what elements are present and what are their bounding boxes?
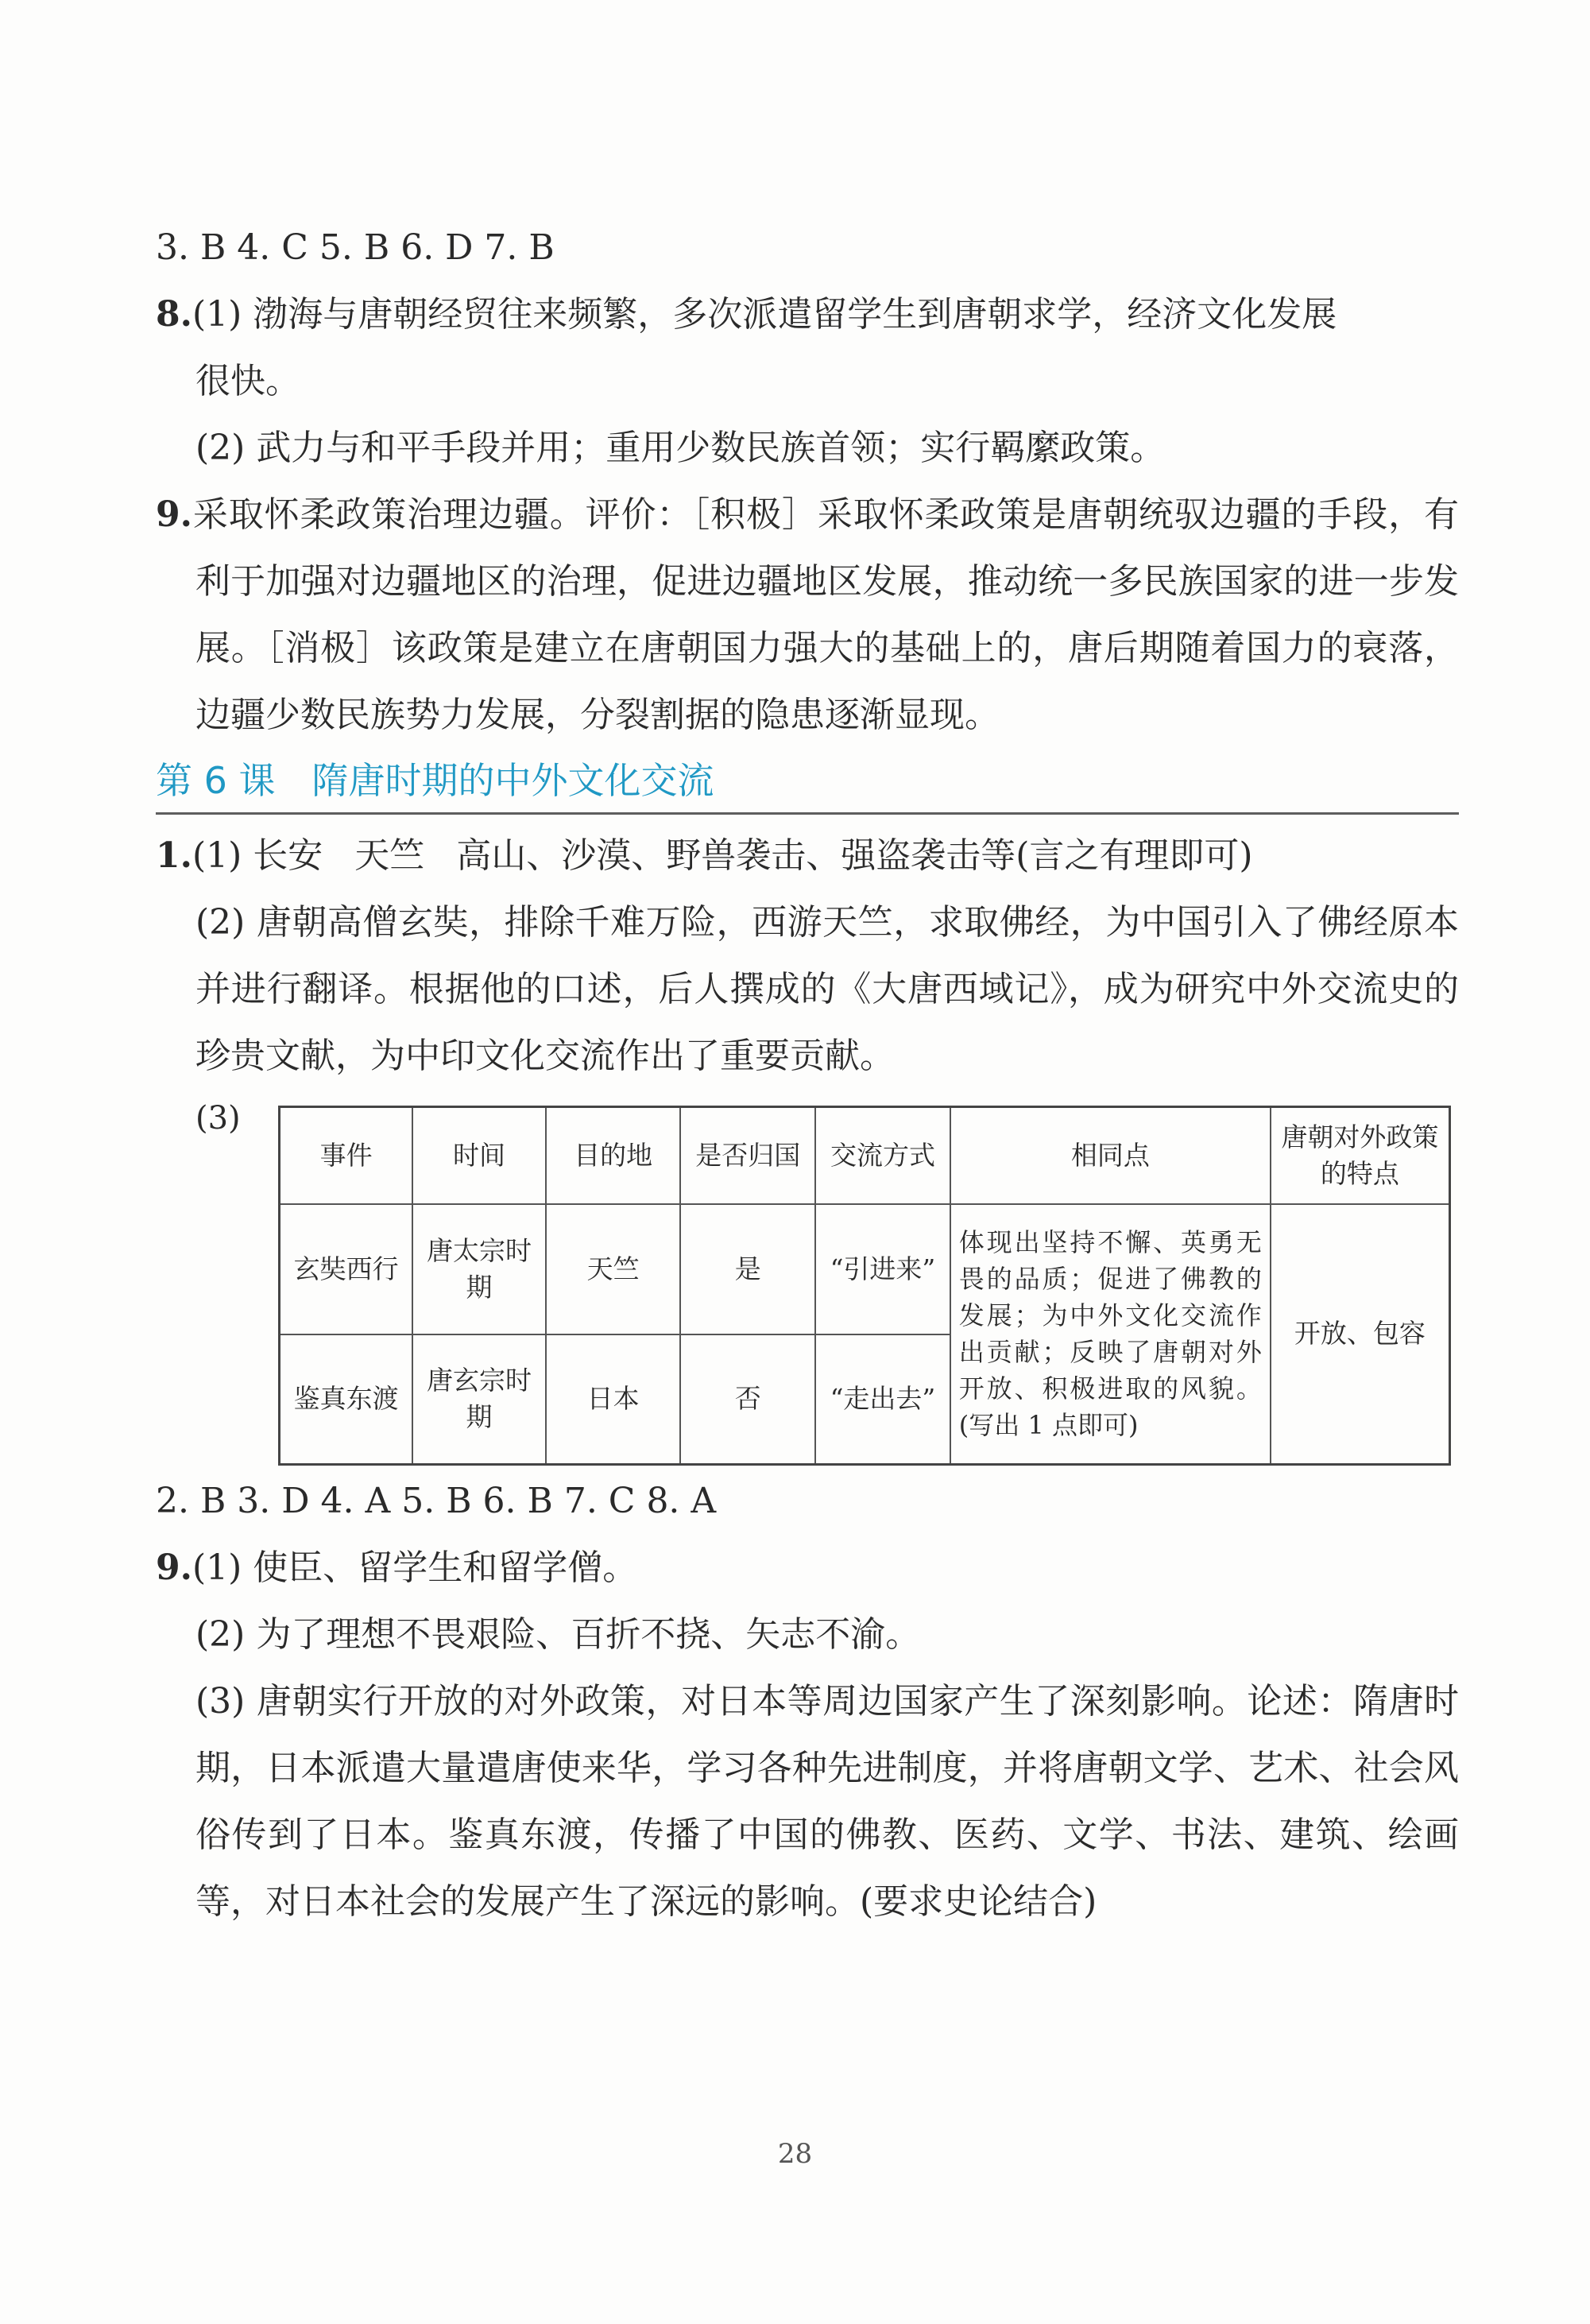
cell-policy: 开放、包容 [1271, 1204, 1450, 1465]
lesson-6-question-1-part-1c: 高山、沙漠、野兽袭击、强盗袭击等(言之有理即可) [456, 835, 1253, 876]
question-9-text: 采取怀柔政策治理边疆。评价：［积极］采取怀柔政策是唐朝统驭边疆的手段，有利于加强对边疆地区的治理，促进边疆地区发展，推动统一多民族国家的进一步发展。［消极］该政策是建立在唐朝国力强大的基础上的，唐后期随着国力的衰落，边疆少数民族势力发展，分裂割据的隐患逐渐显现。 [191, 494, 1459, 735]
page-number: 28 [777, 2138, 813, 2170]
lesson-6-question-9 [156, 1535, 1459, 1602]
question-8 [156, 281, 1459, 415]
cell-returned: 否 [680, 1334, 815, 1465]
lesson-6-question-9-part-1: (1) 使臣、留学生和留学僧。 [191, 1547, 638, 1588]
lesson-6-question-9-part-3: (3) 唐朝实行开放的对外政策，对日本等周边国家产生了深刻影响。论述：隋唐时期，日本派遣大量遣唐使来华，学习各种先进制度，并将唐朝文学、艺术、社会风俗传到了日本。鉴真东渡，传播了中国的佛教、医药、文学、书法、建筑、绘画等，对日本社会的发展产生了深远的影响。(要求史论结合) [195, 1681, 1459, 1922]
table-row [280, 1204, 1450, 1334]
header-common: 相同点 [950, 1107, 1271, 1204]
header-policy: 唐朝对外政策的特点 [1271, 1107, 1450, 1204]
cell-event: 鉴真东渡 [280, 1334, 413, 1465]
cell-destination: 日本 [546, 1334, 681, 1465]
cell-destination: 天竺 [546, 1204, 681, 1334]
question-8-number: 8. [156, 294, 192, 335]
lesson-6-question-9-number: 9. [156, 1547, 192, 1588]
header-time: 时间 [412, 1107, 546, 1204]
cell-exchange-mode: “走出去” [815, 1334, 950, 1465]
cell-common: 体现出坚持不懈、英勇无畏的品质；促进了佛教的发展；为中外文化交流作出贡献；反映了唐朝对外开放、积极进取的风貌。(写出 1 点即可) [950, 1204, 1271, 1465]
answers-row-2: 2. B 3. D 4. A 5. B 6. B 7. C 8. A [156, 1481, 717, 1521]
header-destination: 目的地 [546, 1107, 681, 1204]
lesson-6-question-1-number: 1. [156, 835, 192, 876]
lesson-6-question-1-part-1a: (1) 长安 [191, 835, 323, 876]
question-8-part-1-line-2: 很快。 [195, 361, 300, 401]
lesson-6-question-9-part-2: (2) 为了理想不畏艰险、百折不挠、矢志不渝。 [195, 1614, 921, 1655]
lesson-6-question-1-part-1b: 天竺 [354, 835, 425, 876]
question-8-part-2: (2) 武力与和平手段并用；重用少数民族首领；实行羁縻政策。 [195, 428, 1166, 468]
lesson-6-question-1-part-3 [156, 1094, 1459, 1468]
header-event: 事件 [280, 1107, 413, 1204]
comparison-table [278, 1106, 1451, 1466]
cell-exchange-mode: “引进来” [815, 1204, 950, 1334]
lesson-6-label: 第 6 课 [156, 759, 276, 802]
lesson-6-heading [156, 750, 1459, 815]
header-exchange-mode: 交流方式 [815, 1107, 950, 1204]
cell-time: 唐玄宗时期 [412, 1334, 546, 1465]
question-9 [156, 482, 1459, 749]
question-9-number: 9. [156, 494, 192, 535]
lesson-6-question-1 [156, 823, 1459, 889]
lesson-6-title: 隋唐时期的中外文化交流 [311, 759, 714, 802]
cell-time: 唐太宗时期 [412, 1204, 546, 1334]
cell-returned: 是 [680, 1204, 815, 1334]
cell-event: 玄奘西行 [280, 1204, 413, 1334]
part-3-label: (3) [195, 1100, 241, 1137]
question-8-part-1-line-1: (1) 渤海与唐朝经贸往来频繁，多次派遣留学生到唐朝求学，经济文化发展 [191, 294, 1337, 335]
header-returned: 是否归国 [680, 1107, 815, 1204]
lesson-6-question-1-part-2: (2) 唐朝高僧玄奘，排除千难万险，西游天竺，求取佛经，为中国引入了佛经原本并进行翻译。根据他的口述，后人撰成的《大唐西域记》，成为研究中外交流史的珍贵文献，为中印文化交流作出了重要贡献。 [195, 902, 1459, 1076]
table-header-row [280, 1107, 1450, 1204]
answers-row-1: 3. B 4. C 5. B 6. D 7. B [156, 227, 555, 268]
answer-content [156, 215, 1459, 1935]
